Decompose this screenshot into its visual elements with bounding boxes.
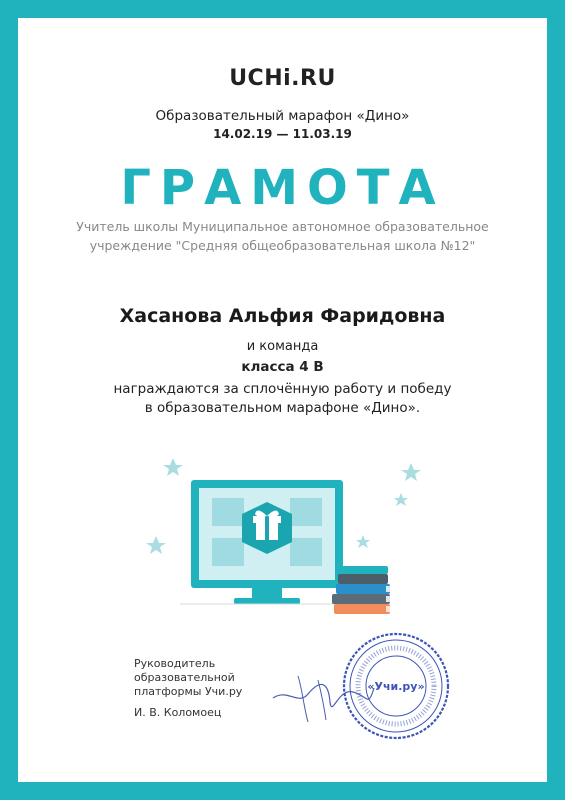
- event-name: Образовательный марафон «Дино»: [155, 108, 410, 124]
- teacher-line: Учитель школы Муниципальное автономное образовательное учреждение "Средняя общеобразовательная школа №12": [76, 219, 489, 253]
- certificate-title: ГРАМОТА: [120, 160, 445, 216]
- event-dates: 14.02.19 — 11.03.19: [213, 127, 352, 141]
- uchi-logo: UCHi.RU: [229, 66, 336, 91]
- class-label: класса 4 В: [241, 359, 324, 375]
- stamp-center-text: «Учи.ру»: [367, 680, 425, 693]
- stamp-seal: [340, 630, 452, 742]
- signer-role-line-1: Руководитель: [134, 657, 216, 670]
- signer-role-line-3: платформы Учи.ру: [134, 685, 243, 698]
- award-line-2: в образовательном марафоне «Дино».: [144, 400, 421, 416]
- certificate-sheet: [18, 18, 547, 782]
- recipient-name: Хасанова Альфия Фаридовна: [119, 305, 446, 327]
- award-line-1: награждаются за сплочённую работу и победу: [113, 381, 452, 397]
- signer-name: И. В. Коломоец: [134, 706, 222, 719]
- and-team-text: и команда: [246, 339, 319, 354]
- signer-role-line-2: образовательной: [134, 671, 235, 684]
- books-icon: [332, 566, 390, 614]
